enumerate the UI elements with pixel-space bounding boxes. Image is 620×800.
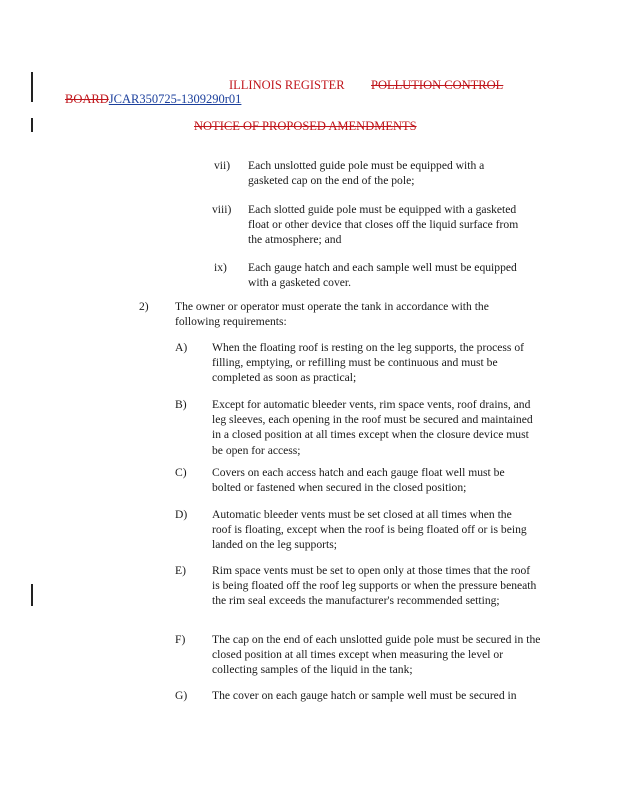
item-label-A: A) (175, 341, 188, 354)
item-text-B: Except for automatic bleeder vents, rim space vents, roof drains, and leg sleeves, each opening in the roof must be secured and maintained in a closed position at all times except when the closure device must be open for access; (212, 398, 533, 457)
item-label-G: G) (175, 689, 188, 702)
item-text-2: The owner or operator must operate the tank in accordance with the following requirements: (175, 300, 489, 329)
item-text-vii: Each unslotted guide pole must be equipped with a gasketed cap on the end of the pole; (248, 159, 485, 188)
item-text-G: The cover on each gauge hatch or sample well must be secured in (212, 689, 517, 702)
agency-struck-cont: BOARD (65, 92, 109, 106)
change-bar-lower (31, 584, 33, 606)
register-title: ILLINOIS REGISTER (229, 78, 345, 92)
item-label-2: 2) (139, 300, 149, 313)
item-text-A: When the floating roof is resting on the leg supports, the process of filling, emptying, or refilling must be continuous and must be completed as soon as practical; (212, 341, 524, 385)
change-bar-mid (31, 118, 33, 132)
item-text-D: Automatic bleeder vents must be set closed at all times when the roof is floating, except when the roof is being floated off or is being landed on the leg supports; (212, 508, 527, 552)
item-label-vii: vii) (214, 159, 231, 172)
item-label-B: B) (175, 398, 187, 411)
item-text-C: Covers on each access hatch and each gauge float well must be bolted or fastened when secured in the closed position; (212, 466, 505, 495)
change-bar-top (31, 72, 33, 102)
item-text-E: Rim space vents must be set to open only at those times that the roof is being floated off the roof leg supports or when the pressure beneath the rim seal exceeds the manufacturer's recommended setting; (212, 564, 537, 608)
doc-code: JCAR350725-1309290r01 (108, 92, 242, 106)
item-label-E: E) (175, 564, 186, 577)
item-text-F: The cap on the end of each unslotted guide pole must be secured in the closed position at all times except when measuring the level or collecting samples of the liquid in the tank; (212, 633, 541, 677)
header-line-2 (65, 92, 241, 106)
item-label-F: F) (175, 633, 186, 646)
item-text-ix: Each gauge hatch and each sample well must be equipped with a gasketed cover. (248, 261, 517, 290)
item-label-C: C) (175, 466, 187, 479)
agency-struck: POLLUTION CONTROL (371, 78, 504, 92)
notice-title: NOTICE OF PROPOSED AMENDMENTS (194, 119, 417, 133)
item-label-ix: ix) (214, 261, 227, 274)
item-label-D: D) (175, 508, 188, 521)
item-label-viii: viii) (212, 203, 232, 216)
item-text-viii: Each slotted guide pole must be equipped with a gasketed float or other device that closes off the liquid surface from the atmosphere; and (248, 203, 519, 247)
